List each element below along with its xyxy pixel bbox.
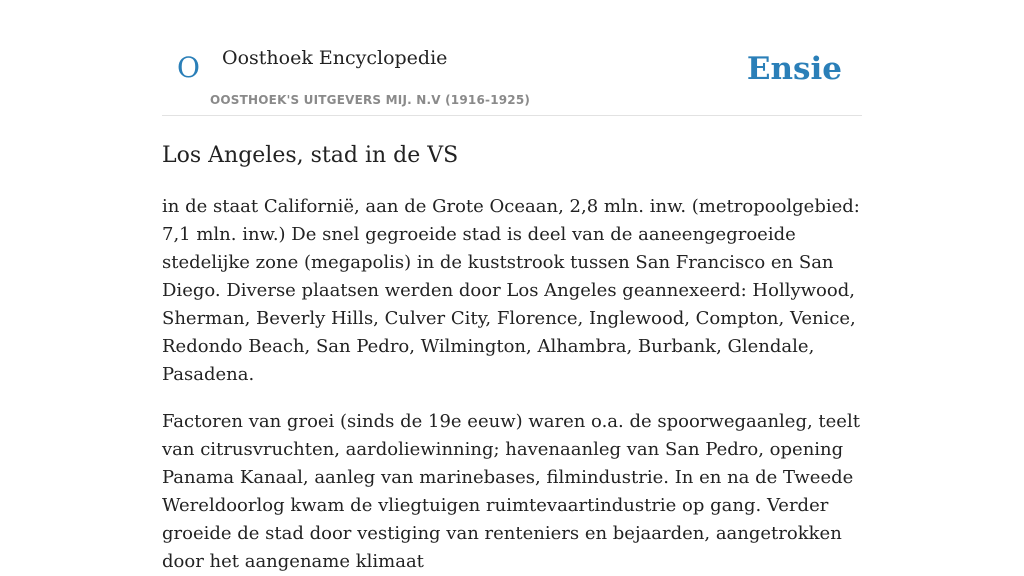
article-paragraph: Factoren van groei (sinds de 19e eeuw) waren o.a. de spoorwegaanleg, teelt van citrusvruchten, aardoliewinning; havenaanleg van San Pedro, opening Panama Kanaal, aanleg van marinebases, filmindustrie. In en na de Tweede Wereldoorlog kwam de vliegtuigen ruimtevaartindustrie op gang. Verder groeide de stad door vestiging van renteniers en bejaarden, aangetrokken door het aangename klimaat	[162, 411, 860, 572]
article-title: Los Angeles, stad in de VS	[162, 143, 459, 168]
site-logo[interactable]: O	[177, 51, 200, 84]
article-paragraph: in de staat Californië, aan de Grote Oceaan, 2,8 mln. inw. (metropoolgebied: 7,1 mln. inw.) De snel gegroeide stad is deel van de aaneengegroeide stedelijke zone (megapolis) in de kuststrook tussen San Francisco en San Diego. Diverse plaatsen werden door Los Angeles geannexeerd: Hollywood, Sherman, Beverly Hills, Culver City, Florence, Inglewood, Compton, Venice, Redondo Beach, San Pedro, Wilmington, Alhambra, Burbank, Glendale, Pasadena.	[162, 196, 860, 385]
site-header	[162, 0, 862, 116]
page	[162, 0, 862, 576]
brand-logo[interactable]: Ensie	[746, 51, 842, 87]
site-title[interactable]: Oosthoek Encyclopedie	[222, 47, 448, 69]
publisher-label: OOSTHOEK'S UITGEVERS MIJ. N.V (1916-1925)	[210, 93, 531, 107]
